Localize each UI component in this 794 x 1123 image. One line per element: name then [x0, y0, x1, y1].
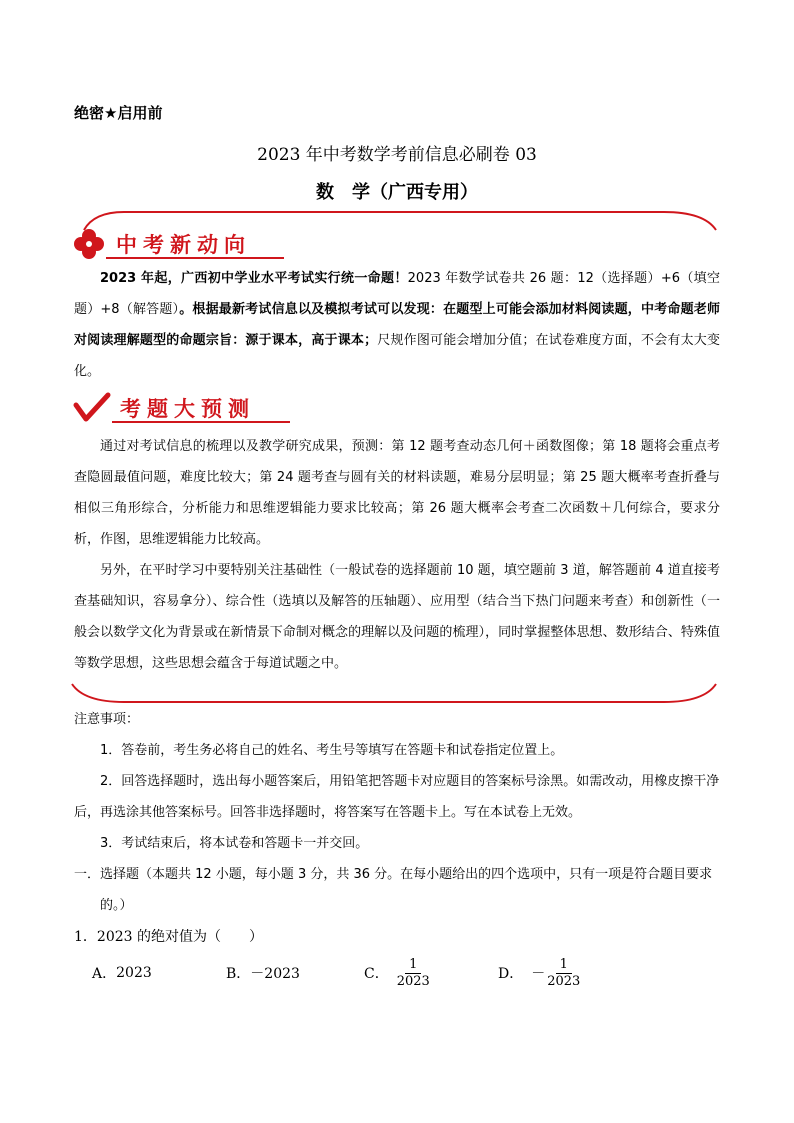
trends-text-c: 尺规作图可能会增加分值；在试卷难度方面，不会有太大变化。: [74, 333, 720, 379]
option-d-fraction: [547, 957, 580, 990]
option-b-letter: B．: [226, 966, 251, 982]
option-c: [364, 956, 430, 990]
option-c-fraction: [397, 957, 430, 990]
instruction-item-1: 1．答卷前，考生务必将自己的姓名、考生号等填写在答题卡和试卷指定位置上。: [100, 743, 564, 758]
heading-underline: [112, 421, 290, 423]
option-d-numerator: 1: [556, 957, 572, 974]
instruction-item-2: 2．回答选择题时，选出每小题答案后，用铅笔把答题卡对应题目的答案标号涂黑。如需改动，用橡皮擦干净后，再选涂其他答案标号。回答非选择题时，将答案写在答题卡上。写在本试卷上无效。: [74, 774, 720, 820]
frame-bottom-decoration: [64, 676, 724, 706]
confidential-label: 绝密★启用前: [74, 104, 163, 122]
option-d-letter: D．: [498, 966, 524, 982]
trends-text-b: 。根据最新考试信息以及模拟考试可以发现：在题型上可能会添加材料阅读题，: [179, 302, 641, 317]
trends-bold-2: 中考命题老师对阅读理解题型的命题宗旨：源于课本，高于课本；: [74, 302, 720, 348]
section-heading-predictions-text: 考题大预测: [120, 397, 255, 421]
section-heading-predictions: [72, 390, 292, 426]
option-b-value: －2023: [250, 966, 300, 982]
option-c-denominator: 2023: [396, 973, 430, 989]
option-d: [498, 956, 580, 990]
predictions-paragraph-2: 另外，在平时学习中要特别关注基础性（一般试卷的选择题前 10 题，填空题前 3 道，解答题前 4 道直接考查基础知识，容易拿分）、综合性（选填以及解答的压轴题）、应用型（结合当下热门问题来考查）和创新性（一般会以数学文化为背景或在新情景下命制对概念的理解以及问题的梳理），同时掌握整体思想、数形结合、特殊值等数学思想，这些思想会蕴含于每道试题之中。: [74, 563, 720, 671]
instructions: [74, 704, 724, 921]
trends-paragraph: [74, 263, 720, 387]
checkmark-icon: [72, 391, 112, 425]
page-title: 2023 年中考数学考前信息必刷卷 03: [257, 145, 537, 165]
heading-underline: [106, 257, 284, 259]
option-d-sign: －: [531, 966, 546, 982]
section-heading-trends-text: 中考新动向: [116, 233, 251, 257]
predictions-paragraph-1: 通过对考试信息的梳理以及教学研究成果，预测：第 12 题考查动态几何＋函数图像；第 18 题将会重点考查隐圆最值问题，难度比较大；第 24 题考查与圆有关的材料读题，难易分层明显；第 25 题大概率考查折叠与相似三角形综合，分析能力和思维逻辑能力要求比较高；第 26 题大概率会考查二次函数＋几何综合，要求分析，作图，思维逻辑能力比较高。: [74, 439, 720, 547]
trends-bold-1: 2023 年起，广西初中学业水平考试实行统一命题！: [100, 271, 408, 286]
option-a-letter: A．: [92, 966, 117, 982]
option-a-value: 2023: [116, 965, 152, 981]
option-c-numerator: 1: [405, 957, 421, 974]
instructions-title: 注意事项：: [74, 712, 140, 727]
question-1-options: [0, 956, 794, 996]
trends-text-a: 2023 年数学试卷共 26 题：12（选择题）+6（填空题）+8（解答题）: [74, 271, 720, 317]
four-petal-flower-icon: [72, 227, 106, 261]
page-subtitle: 数 学（广西专用）: [316, 182, 478, 203]
instruction-item-3: 3．考试结束后，将本试卷和答题卡一并交回。: [100, 836, 369, 851]
option-a: [92, 956, 152, 990]
section-intro: 一．选择题（本题共 12 小题，每小题 3 分，共 36 分。在每小题给出的四个选项中，只有一项是符合题目要求的。）: [74, 867, 713, 913]
option-c-letter: C．: [364, 966, 389, 982]
option-b: [226, 956, 300, 990]
predictions-paragraphs: [74, 431, 720, 679]
section-heading-trends: [72, 226, 292, 262]
question-1-text: 1．2023 的绝对值为（ ）: [74, 929, 263, 945]
option-d-denominator: 2023: [547, 973, 581, 989]
